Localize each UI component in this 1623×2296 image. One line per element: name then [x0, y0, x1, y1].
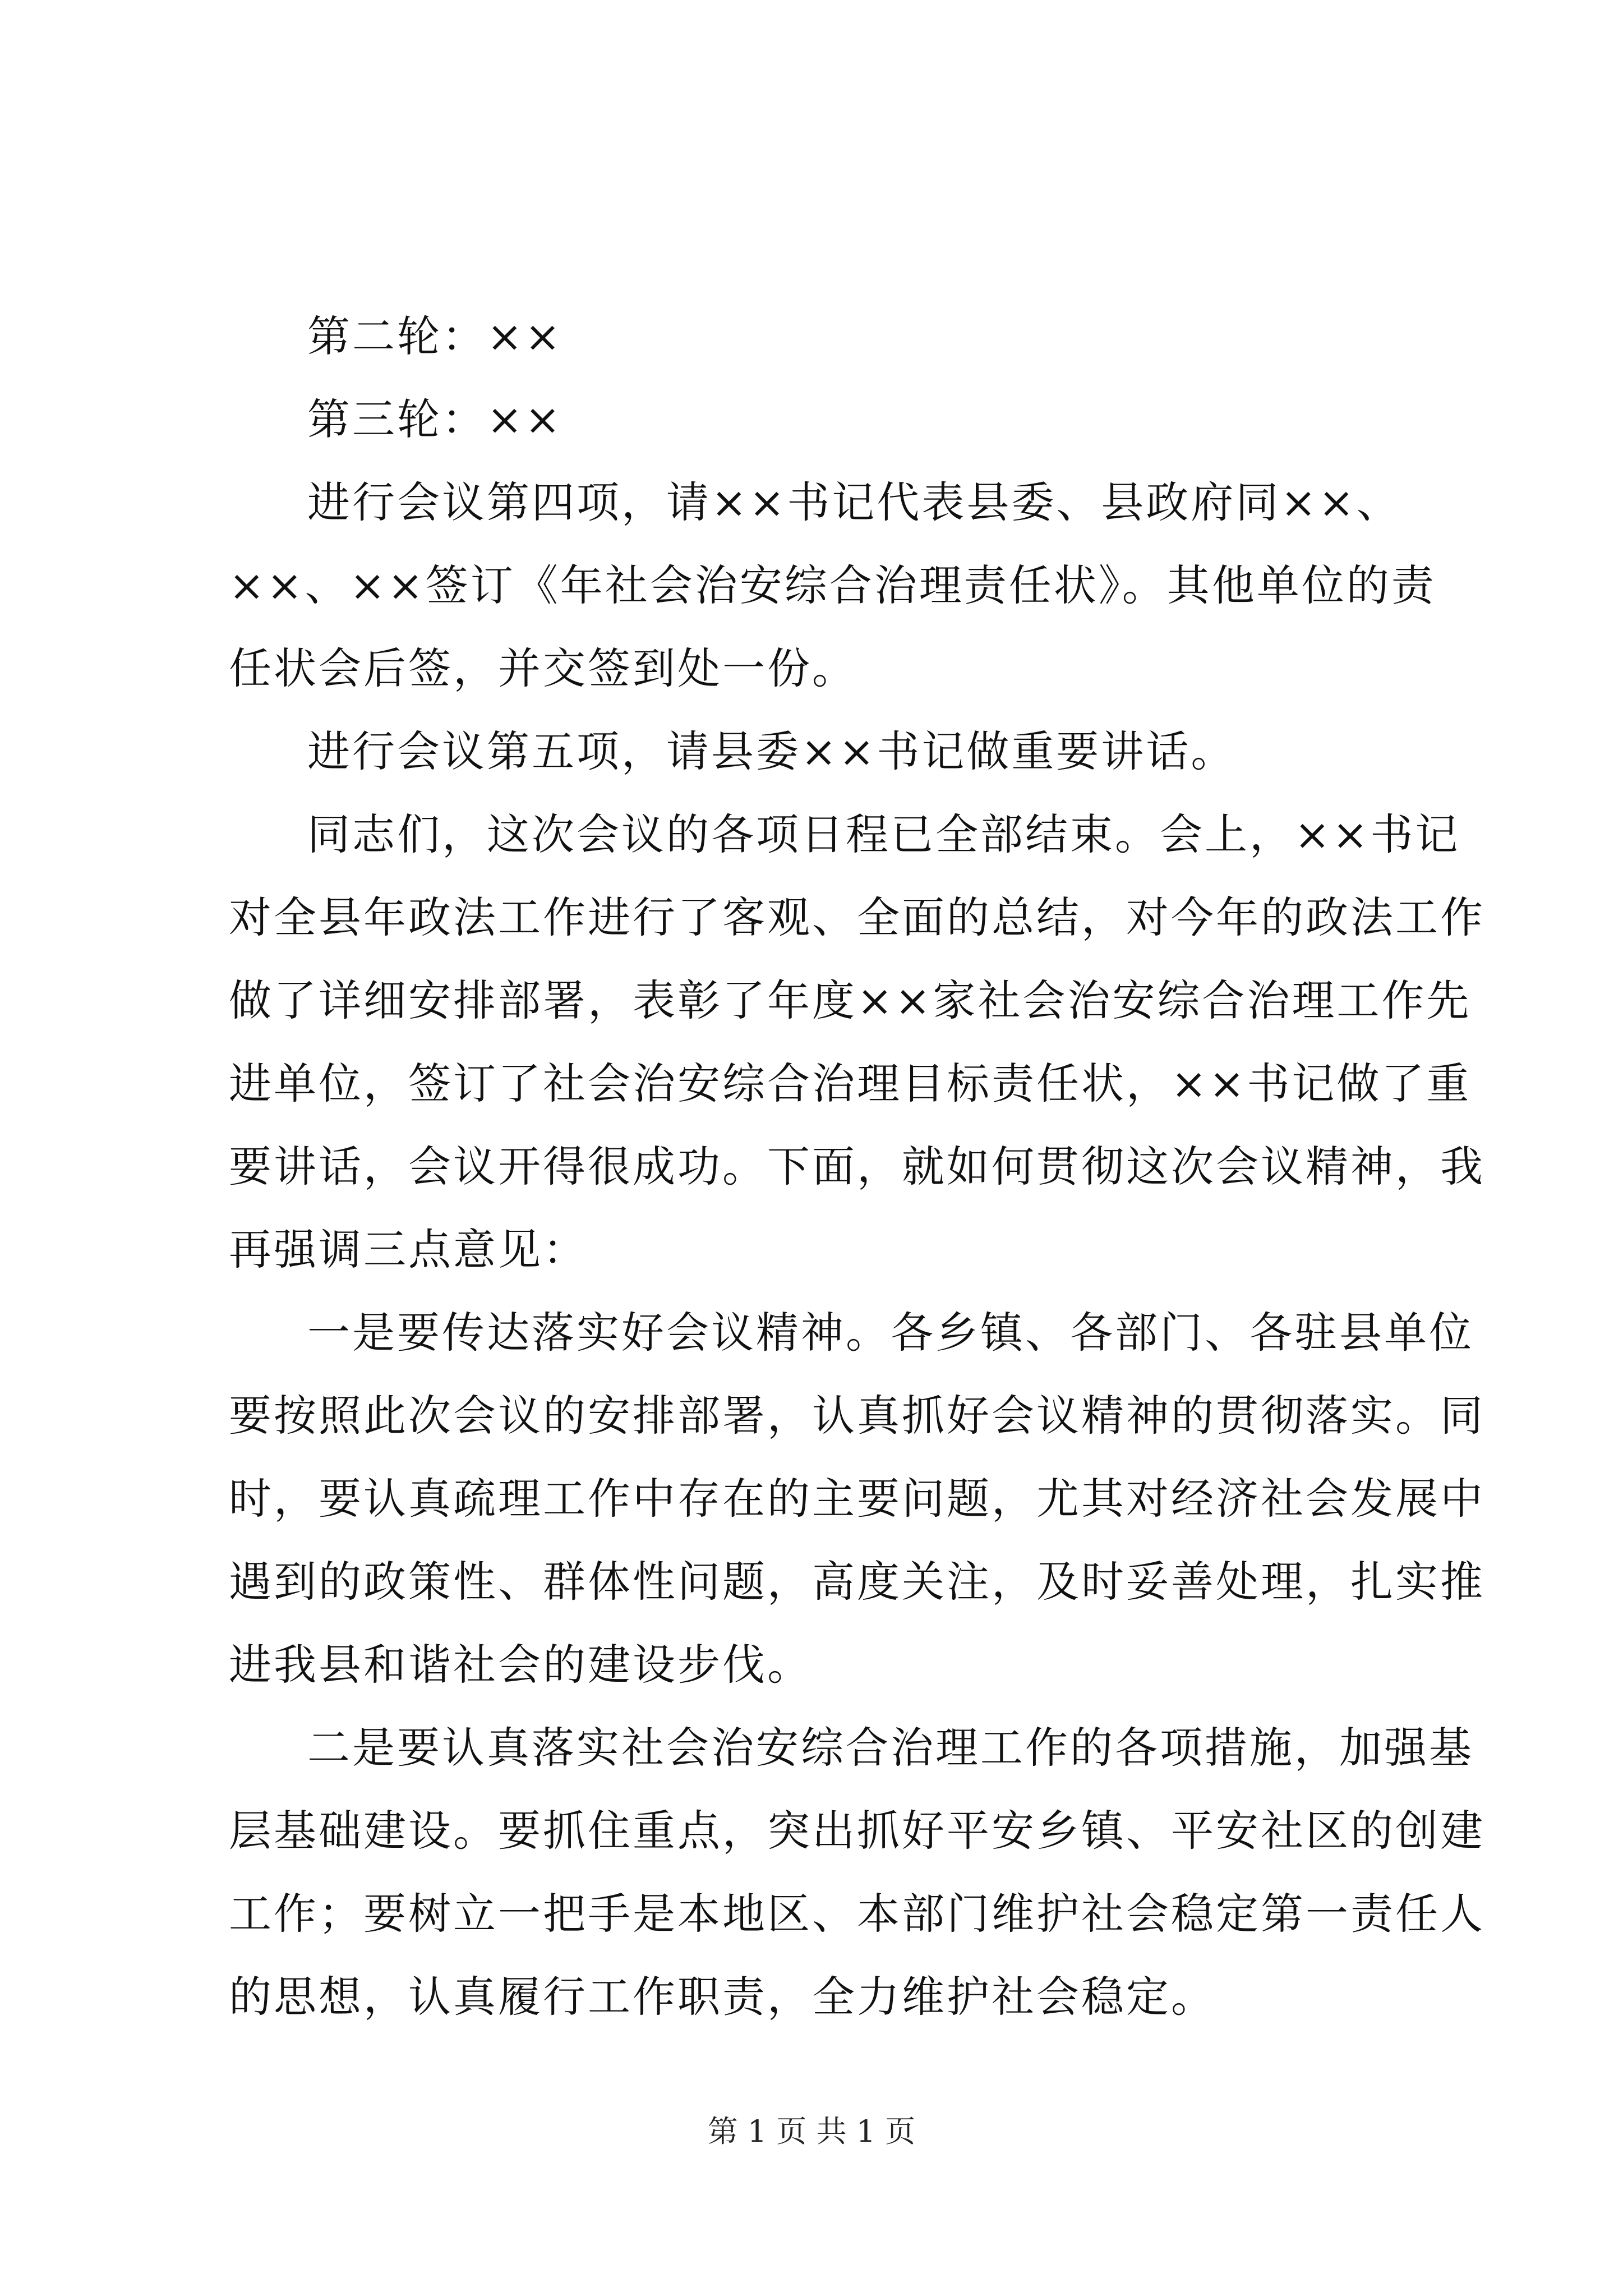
- text-line-6: 进行会议第五项，请县委××书记做重要讲话。: [307, 726, 1236, 776]
- text-line-4: ××、××签订《年社会治安综合治理责任状》。其他单位的责: [229, 560, 1436, 610]
- text-line-3: 进行会议第四项，请××书记代表县委、县政府同××、: [307, 477, 1401, 527]
- text-line-18: 二是要认真落实社会治安综合治理工作的各项措施，加强基: [307, 1723, 1474, 1773]
- text-line-21: 的思想，认真履行工作职责，全力维护社会稳定。: [229, 1972, 1216, 2022]
- text-line-19: 层基础建设。要抓住重点，突出抓好平安乡镇、平安社区的创建: [229, 1806, 1485, 1856]
- text-line-10: 进单位，签订了社会治安综合治理目标责任状，××书记做了重: [229, 1059, 1472, 1108]
- text-line-20: 工作；要树立一把手是本地区、本部门维护社会稳定第一责任人: [229, 1889, 1485, 1939]
- text-line-7: 同志们，这次会议的各项日程已全部结束。会上，××书记: [307, 809, 1460, 859]
- text-line-13: 一是要传达落实好会议精神。各乡镇、各部门、各驻县单位: [307, 1308, 1474, 1358]
- text-line-8: 对全县年政法工作进行了客观、全面的总结，对今年的政法工作: [229, 892, 1485, 942]
- text-line-11: 要讲话，会议开得很成功。下面，就如何贯彻这次会议精神，我: [229, 1142, 1485, 1191]
- text-line-1: 第二轮：××: [307, 311, 563, 361]
- text-line-12: 再强调三点意见：: [229, 1225, 588, 1274]
- text-line-14: 要按照此次会议的安排部署，认真抓好会议精神的贯彻落实。同: [229, 1391, 1485, 1441]
- text-line-9: 做了详细安排部署，表彰了年度××家社会治安综合治理工作先: [229, 976, 1472, 1025]
- page-footer: 第 1 页 共 1 页: [707, 2114, 916, 2149]
- text-line-15: 时，要认真疏理工作中存在的主要问题，尤其对经济社会发展中: [229, 1474, 1485, 1524]
- text-line-2: 第三轮：××: [307, 394, 563, 444]
- text-line-17: 进我县和谐社会的建设步伐。: [229, 1640, 812, 1690]
- text-line-16: 遇到的政策性、群体性问题，高度关注，及时妥善处理，扎实推: [229, 1557, 1485, 1607]
- text-line-5: 任状会后签，并交签到处一份。: [229, 643, 857, 693]
